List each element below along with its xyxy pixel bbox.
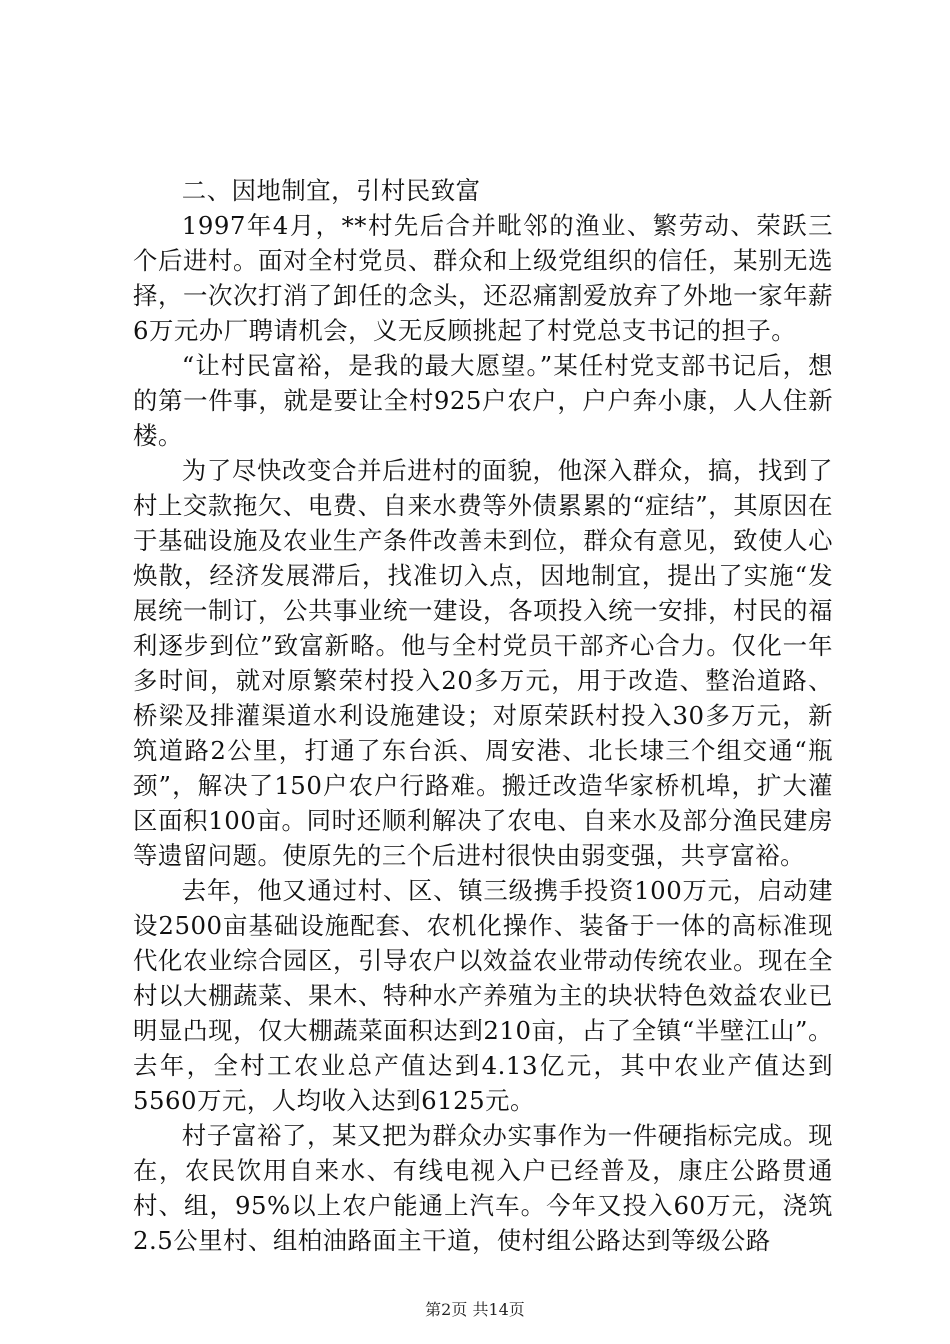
- paragraph: 去年，他又通过村、区、镇三级携手投资100万元，启动建设2500亩基础设施配套、农机化操作、装备于一体的高标准现代化农业综合园区，引导农户以效益农业带动传统农业。现在全村以大棚蔬菜、果木、特种水产养殖为主的块状特色效益农业已明显凸现，仅大棚蔬菜面积达到210亩，占了全镇“半壁江山”。去年，全村工农业总产值达到4.13亿元，其中农业产值达到5560万元，人均收入达到6125元。: [133, 876, 833, 1115]
- paragraph: 1997年4月，**村先后合并毗邻的渔业、繁劳动、荣跃三个后进村。面对全村党员、群众和上级党组织的信任，某别无选择，一次次打消了卸任的念头，还忍痛割爱放弃了外地一家年薪6万元办厂聘请机会，义无反顾挑起了村党总支书记的担子。: [133, 211, 833, 345]
- paragraph: 为了尽快改变合并后进村的面貌，他深入群众，搞，找到了村上交款拖欠、电费、自来水费等外债累累的“症结”，其原因在于基础设施及农业生产条件改善未到位，群众有意见，致使人心焕散，经济发展滞后，找准切入点，因地制宜，提出了实施“发展统一制订，公共事业统一建设，各项投入统一安排，村民的福利逐步到位”致富新略。他与全村党员干部齐心合力。仅化一年多时间，就对原繁荣村投入20多万元，用于改造、整治道路、桥梁及排灌渠道水利设施建设；对原荣跃村投入30多万元，新筑道路2公里，打通了东台浜、周安港、北长埭三个组交通“瓶颈”，解决了150户农户行路难。搬迁改造华家桥机埠，扩大灌区面积100亩。同时还顺利解决了农电、自来水及部分渔民建房等遗留问题。使原先的三个后进村很快由弱变强，共亨富裕。: [133, 456, 833, 870]
- section-heading: 二、因地制宜，引村民致富: [181, 176, 481, 205]
- paragraph: “让村民富裕，是我的最大愿望。”某任村党支部书记后，想的第一件事，就是要让全村925户农户，户户奔小康，人人住新楼。: [133, 351, 833, 450]
- document-body: [133, 173, 833, 1258]
- paragraph: 村子富裕了，某又把为群众办实事作为一件硬指标完成。现在，农民饮用自来水、有线电视入户已经普及，康庄公路贯通村、组，95%以上农户能通上汽车。今年又投入60万元，浇筑2.5公里村、组柏油路面主干道，使村组公路达到等级公路: [133, 1121, 833, 1255]
- page-number-footer: 第2页 共14页: [425, 1300, 525, 1319]
